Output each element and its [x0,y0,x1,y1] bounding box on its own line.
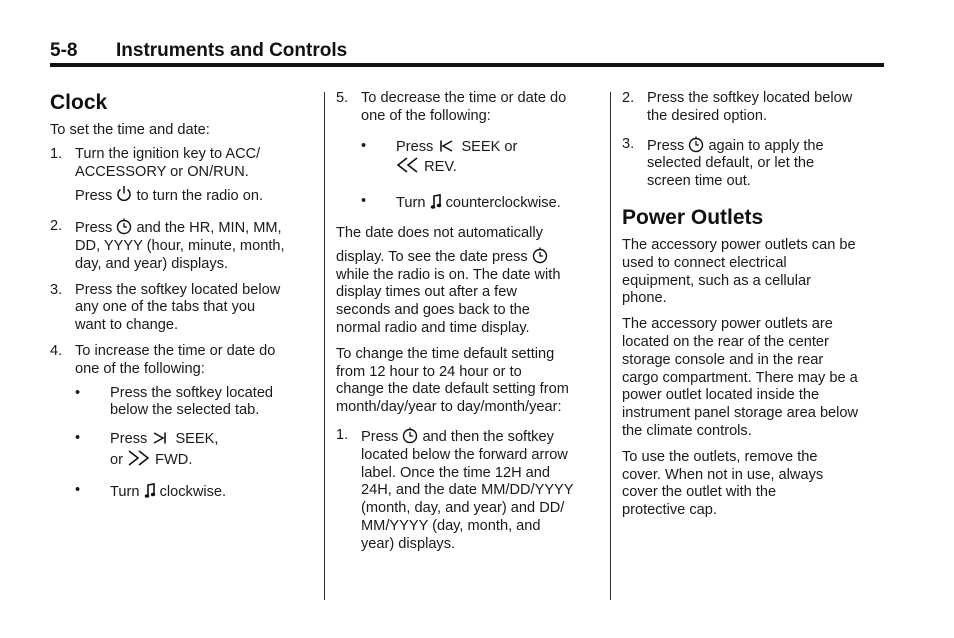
paragraph: To use the outlets, remove the cover. When not in use, always cover the outlet with the protective cap. [622,448,824,519]
bullet-item: • Press SEEK, or FWD. [75,430,219,468]
bullet-item: • Press the softkey located below the selected tab. [75,384,274,419]
column-2 [336,90,598,554]
bullet-item: • Turn counterclockwise. [361,193,561,212]
power-outlets-heading: Power Outlets [622,205,764,229]
paragraph: To change the time default setting from 12 hour to 24 hour or to change the date default setting from month/day/year to day/month/year: [336,345,569,416]
fast-forward-icon [127,449,151,467]
tune-knob-icon [144,482,156,499]
power-icon [116,185,132,203]
section-title: Instruments and Controls [116,40,348,61]
paragraph: The accessory power outlets can be used to connect electrical equipment, such as a cellular phone. [622,236,856,307]
bullet-item: • Press SEEK or REV. [361,137,518,176]
list-item: 1. Press and then the softkey located below the forward arrow label. Once the time 12H and 24H, and the date MM/DD/YYYY (month, day, and year) and DD/ MM/YYYY (day, month, and year) displays. [336,426,574,552]
list-item: 4. To increase the time or date do one of the following: • Press the softkey located below the selected tab. • Press SEEK, or FWD. • Turn clockwise. [50,343,312,502]
header-rule [50,63,884,67]
clock-heading: Clock [50,91,108,114]
list-item: 5. To decrease the time or date do one of the following: • Press SEEK or REV. • Turn counterclockwise. [336,90,598,213]
column-1 [50,90,312,502]
clock-knob-icon [688,136,704,153]
rewind-icon [396,156,420,174]
column-divider-1 [324,92,325,600]
page-number: 5-8 [50,40,78,61]
seek-back-icon [437,138,457,154]
paragraph: The date does not automatically display. To see the date press while the radio is on. The date with display times out after a few seconds and goes back to the normal radio and time display. [336,224,561,336]
column-divider-2 [610,92,611,600]
bullet-item: • Turn clockwise. [75,481,227,500]
list-item: 2. Press the softkey located below the desired option. [622,90,853,124]
tune-knob-icon [430,193,442,210]
page-header [50,38,884,64]
list-item: 2. Press and the HR, MIN, MM, DD, YYYY (hour, minute, month, day, and year) displays. [50,218,285,272]
list-item: 3. Press the softkey located below any one of the tabs that you want to change. [50,281,281,334]
column-3 [622,90,887,520]
paragraph: The accessory power outlets are located on the rear of the center storage console and in the rear cargo compartment. There may be a power outlet located inside the instrument panel storage area below the climate controls. [622,316,859,439]
clock-knob-icon [402,427,418,444]
seek-forward-icon [151,430,171,446]
list-item: 1. Turn the ignition key to ACC/ ACCESSORY or ON/RUN. Press to turn the radio on. [50,145,263,205]
clock-intro: To set the time and date: [50,122,210,138]
clock-knob-icon [532,247,548,264]
list-item: 3. Press again to apply the selected default, or let the screen time out. [622,135,824,190]
clock-knob-icon [116,218,132,235]
